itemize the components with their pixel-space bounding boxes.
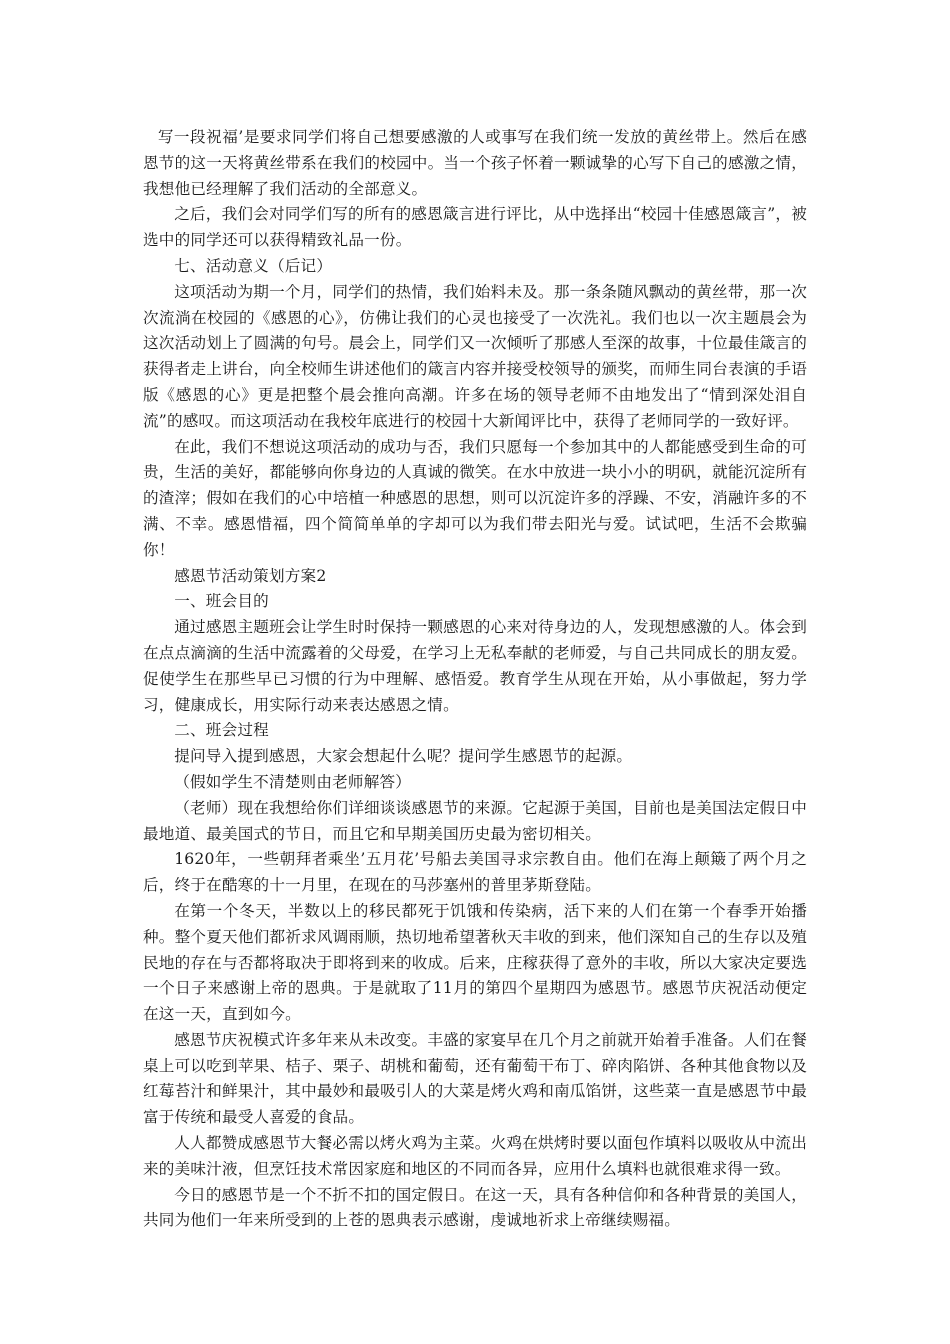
paragraph-1620: 1620年，一些朝拜者乘坐’五月花’号船去美国寻求宗教自由。他们在海上颠簸了两个月之后，终于在酷寒的十一月里，在现在的马莎塞州的普里茅斯登陆。 xyxy=(143,850,807,895)
paragraph-activity-review: 这项活动为期一个月，同学们的热情，我们始料未及。那一条条随风飘动的黄丝带，那一次次流淌在校园的《感恩的心》，仿佛让我们的心灵也接受了一次洗礼。我们也以一次主题晨会为这次活动划上了圆满的句号。晨会上，同学们又一次倾听了那感人至深的故事，十位最佳箴言的获得者走上讲台，向全校师生讲述他们的箴言内容并接受校领导的颁奖，而师生同台表演的手语版《感恩的心》更是把整个晨会推向高潮。许多在场的领导老师不由地发出了“情到深处泪自流”的感叹。而这项活动在我校年底进行的校园十大新闻评比中，获得了老师同学的一致好评。 xyxy=(143,282,807,430)
paragraph-origin: （老师）现在我想给你们详细谈谈感恩节的来源。它起源于美国，目前也是美国法定假日中最地道、最美国式的节日，而且它和早期美国历史最为密切相关。 xyxy=(143,798,807,843)
document-body xyxy=(143,125,807,1234)
section-heading-process: 二、班会过程 xyxy=(174,721,269,740)
paragraph-national-holiday: 今日的感恩节是一个不折不扣的国定假日。在这一天，具有各种信仰和各种背景的美国人，共同为他们一年来所受到的上苍的恩典表示感谢，虔诚地祈求上帝继续赐福。 xyxy=(143,1185,807,1230)
paragraph-purpose: 通过感恩主题班会让学生时时保持一颗感恩的心来对待身边的人，发现想感激的人。体会到在点点滴滴的生活中流露着的父母爱，在学习上无私奉献的老师爱，与自己共同成长的朋友爱。促使学生在那些早已习惯的行为中理解、感悟爱。教育学生从现在开始，从小事做起，努力学习，健康成长，用实际行动来表达感恩之情。 xyxy=(143,618,807,714)
section-heading-significance: 七、活动意义（后记） xyxy=(174,256,333,275)
paragraph-celebration: 感恩节庆祝模式许多年来从未改变。丰盛的家宴早在几个月之前就开始着手准备。人们在餐桌上可以吃到苹果、桔子、栗子、胡桃和葡萄，还有葡萄干布丁、碎肉陷饼、各种其他食物以及红莓苔汁和鲜果汁，其中最妙和最吸引人的大菜是烤火鸡和南瓜馅饼，这些菜一直是感恩节中最富于传统和最受人喜爱的食品。 xyxy=(143,1030,807,1127)
paragraph-reflection: 在此，我们不想说这项活动的成功与否，我们只愿每一个参加其中的人都能感受到生命的可贵，生活的美好，都能够向你身边的人真诚的微笑。在水中放进一块小小的明矾，就能沉淀所有的渣滓；假如在我们的心中培植一种感恩的思想，则可以沉淀许多的浮躁、不安，消融许多的不满、不幸。感恩惜福，四个简简单单的字却可以为我们带去阳光与爱。试试吧，生活不会欺骗你！ xyxy=(143,437,807,559)
paragraph-first-winter: 在第一个冬天，半数以上的移民都死于饥饿和传染病，活下来的人们在第一个春季开始播种。整个夏天他们都祈求风调雨顺，热切地希望著秋天丰收的到来，他们深知自己的生存以及殖民地的存在与否都将取决于即将到来的收成。后来，庄稼获得了意外的丰收，所以大家决定要选一个日子来感谢上帝的恩典。于是就取了11月的第四个星期四为感恩节。感恩节庆祝活动便定在这一天，直到如今。 xyxy=(143,901,807,1024)
paragraph-blessing-ribbon: 写一段祝福’是要求同学们将自己想要感激的人或事写在我们统一发放的黄丝带上。然后在感恩节的这一天将黄丝带系在我们的校园中。当一个孩子怀着一颗诚挚的心写下自己的感激之情，我想他已经理解了我们活动的全部意义。 xyxy=(143,128,807,198)
paragraph-turkey: 人人都赞成感恩节大餐必需以烤火鸡为主菜。火鸡在烘烤时要以面包作填料以吸收从中流出来的美味汁液，但烹饪技术常因家庭和地区的不同而各异，应用什么填料也就很难求得一致。 xyxy=(143,1134,807,1178)
paragraph-question-intro: 提问导入提到感恩，大家会想起什么呢？提问学生感恩节的起源。 xyxy=(174,747,633,766)
paragraph-teacher-note: （假如学生不清楚则由老师解答） xyxy=(174,772,412,791)
section-heading-purpose: 一、班会目的 xyxy=(174,592,269,611)
plan-title: 感恩节活动策划方案2 xyxy=(174,566,327,585)
paragraph-motto-selection: 之后，我们会对同学们写的所有的感恩箴言进行评比，从中选择出“校园十佳感恩箴言”，被选中的同学还可以获得精致礼品一份。 xyxy=(143,205,807,250)
